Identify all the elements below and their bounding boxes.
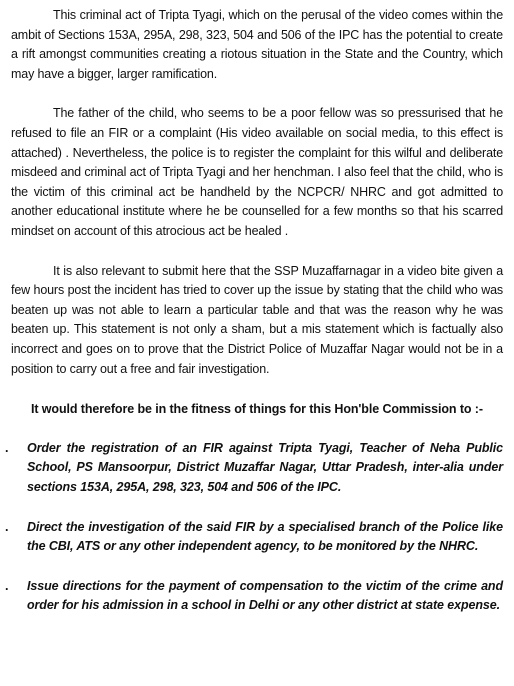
prayer-text: Order the registration of an FIR against Tripta Tyagi, Teacher of Neha Public School, PS Mansoorpur, District Muzaffar Nagar, Uttar Pradesh, inter-alia under sections 153A, 295A, 298, 323, 504 and 506 of the IPC.: [27, 441, 503, 494]
prayer-item-compensation: [5, 577, 503, 615]
prayer-item-register-fir: [5, 439, 503, 497]
prayer-item-investigation: [5, 518, 503, 556]
prayer-text: Direct the investigation of the said FIR by a specialised branch of the Police like the CBI, ATS or any other independent agency, to be monitored by the NHRC.: [27, 519, 503, 553]
paragraph-criminal-act: This criminal act of Tripta Tyagi, which on the perusal of the video comes within the ambit of Sections 153A, 295A, 298, 323, 504 and 506 of the IPC has the potential to create a rift amongst communities creating a riotous situation in the State and the Country, which may have a bigger, larger ramification.: [11, 8, 503, 81]
bullet-marker: .: [5, 441, 9, 456]
prayer-list: [5, 439, 503, 615]
closing-request: It would therefore be in the fitness of things for this Hon'ble Commission to :-: [31, 402, 483, 417]
prayer-text: Issue directions for the payment of compensation to the victim of the crime and order for his admission in a school in Delhi or any other district at state expense.: [27, 579, 503, 613]
bullet-marker: .: [5, 579, 9, 594]
bullet-marker: .: [5, 519, 9, 534]
paragraph-ssp-statement: It is also relevant to submit here that the SSP Muzaffarnagar in a video bite given a few hours post the incident has tried to cover up the issue by stating that the child who was beaten up was not able to learn a particular table and that was the reason why he was beaten up. This statement is not only a sham, but a mis statement which is factually also incorrect and goes on to prove that the District Police of Muzaffar Nagar would not be in a position to carry out a free and fair investigation.: [11, 263, 503, 376]
paragraph-father-of-child: The father of the child, who seems to be a poor fellow was so pressurised that he refused to file an FIR or a complaint (His video available on social media, to this effect is attached) . Nevertheless, the police is to register the complaint for this wilful and deliberate misdeed and criminal act of Tripta Tyagi and her henchman. I also feel that the child, who is the victim of this criminal act be handheld by the NCPCR/ NHRC and got admitted to another educational institute where he be counselled for a few months so that his scarred mindset on account of this atrocious act be healed .: [11, 106, 503, 238]
